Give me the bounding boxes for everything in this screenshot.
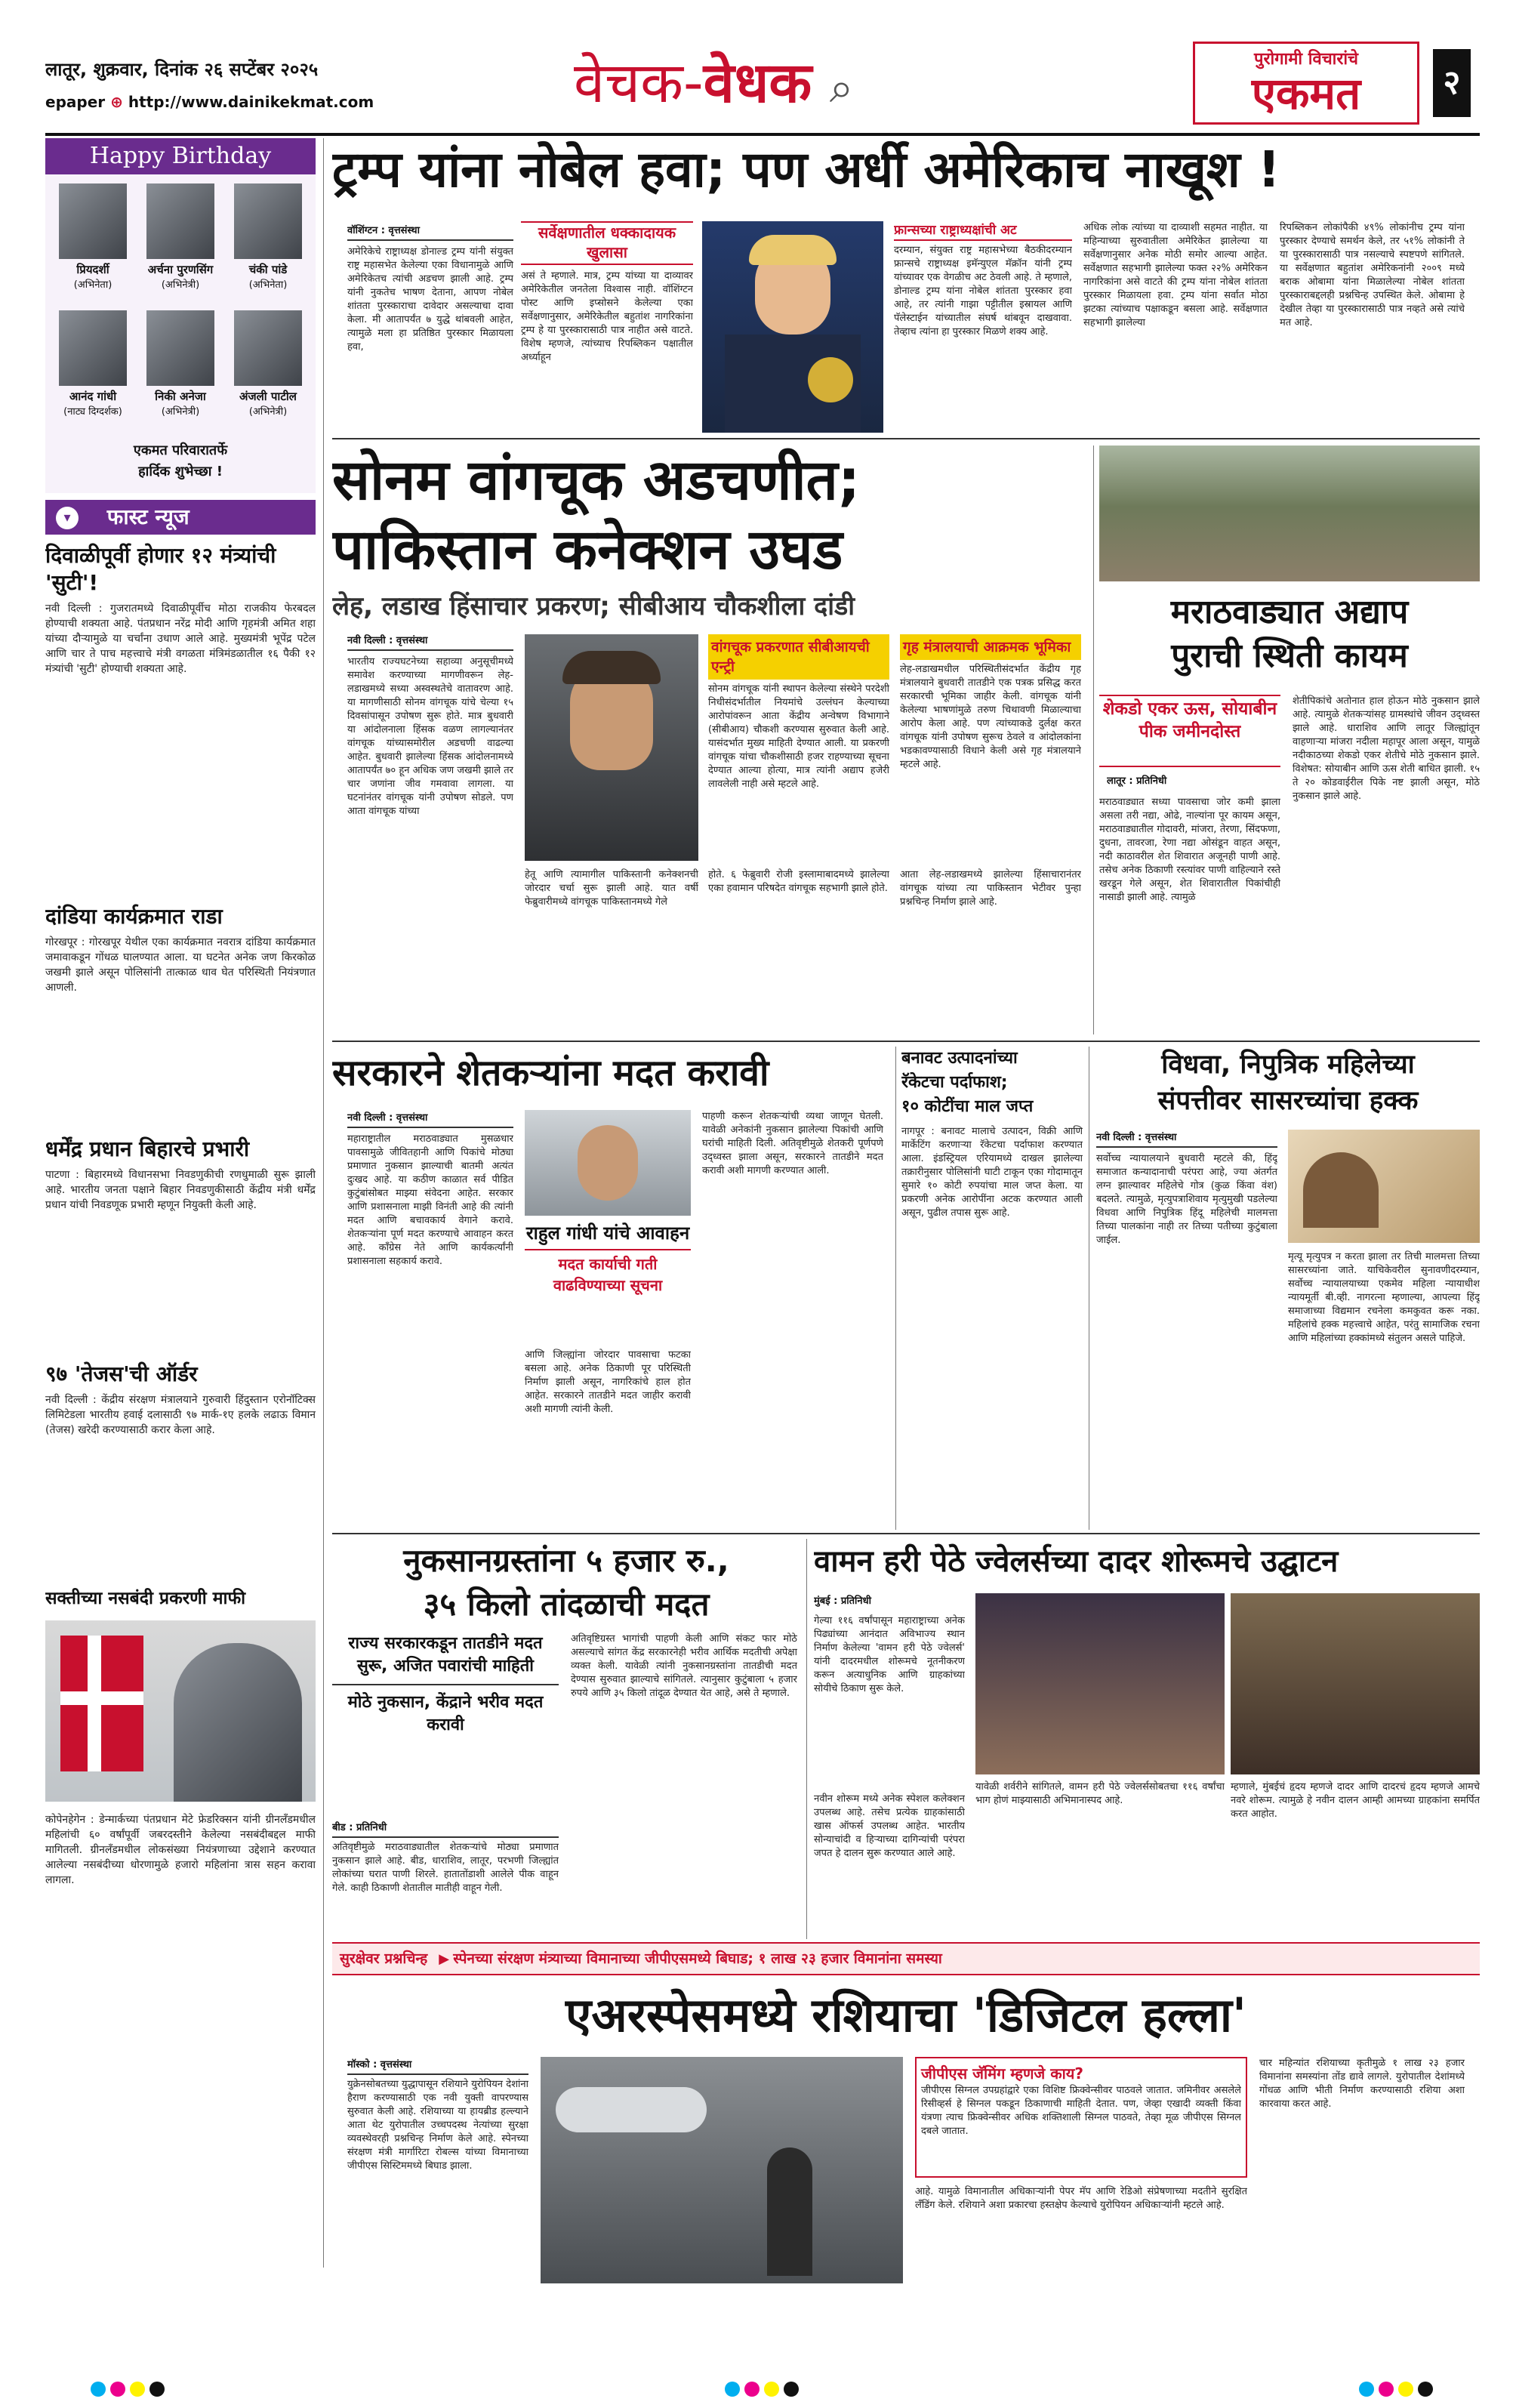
gps-box xyxy=(915,2057,1247,2178)
trump-box-title: फ्रान्सच्या राष्ट्राध्यक्षांची अट xyxy=(894,221,1072,241)
wangchuk-bottom3: आता लेह-लडाखमध्ये झालेल्या हिंसाचारानंतर वांगचूक यांच्या त्या पाकिस्तान भेटीवर पुन्हा प्रश्नचिन्ह निर्माण झाले आहे. xyxy=(900,869,1081,908)
ticker-label: सुरक्षेवर प्रश्नचिन्ह xyxy=(340,1950,428,1967)
divider xyxy=(332,1041,1480,1042)
news-item xyxy=(45,542,316,897)
birthday-person xyxy=(226,310,310,431)
section-title-part2: वेधक xyxy=(703,51,812,116)
widow-headline-1: विधवा, निपुत्रिक महिलेच्या xyxy=(1161,1050,1415,1080)
wangchuk-sub-a xyxy=(708,634,889,861)
person-role: (अभिनेता) xyxy=(73,279,112,291)
person-name: अर्चना पुरणसिंग xyxy=(147,263,214,276)
nobel-medal-icon xyxy=(808,357,853,402)
avatar xyxy=(59,183,127,259)
divider xyxy=(332,438,1480,439)
wamanhari-col1: गेल्या ११६ वर्षांपासून महाराष्ट्राच्या अनेक पिढ्यांच्या आनंदात अविभाज्य स्थान निर्माण केलेल्या 'वामन हरी पेठे ज्वेलर्स' यांनी दादरमधील शोरूमचे नूतनीकरण करून अत्याधुनिक आणि ग्राहकांच्या सोयीचे ठिकाण सुरू केले. xyxy=(814,1615,965,1694)
wangchuk-bottom1: हेतू आणि त्यामागील पाकिस्तानी कनेक्शनची जोरदार चर्चा सुरू झाली आहे. यात वर्षी फेब्रुवारीमध्ये वांगचूक पाकिस्तानमध्ये गेले xyxy=(525,869,698,908)
fast-news-title: फास्ट न्यूज xyxy=(106,504,190,529)
column-divider xyxy=(1093,446,1094,1034)
prime-minister-photo xyxy=(174,1643,302,1802)
wangchuk-bottom2: होते. ६ फेब्रुवारी रोजी इस्लामाबादमध्ये झालेल्या एका हवामान परिषदेत वांगचूक सहभागी झाले होते. xyxy=(708,869,889,894)
birthday-person xyxy=(226,183,310,304)
racket-story xyxy=(901,1047,1083,1530)
trump-col4: रिपब्लिकन लोकांपैकी ४९% लोकांनीच ट्रम्प यांना पुरस्कार देण्याचे समर्थन केले, तर ५१% लोकांनी ते या पुरस्कारासाठी पात्र नसल्याचे स्पष्टपणे सांगितले. या सर्वेक्षणात बहुतांश अमेरिकनांनी २००९ मध्ये बराक ओबामा यांना मिळालेल्या नोबेल शांतता पुरस्काराबद्दलही प्रश्नचिन्ह उपस्थित केले. ओबामा हे देखील तेव्हा या पुरस्कारासाठी पात्र नव्हते असे त्यांचे मत आहे. xyxy=(1280,222,1465,328)
news-item xyxy=(45,903,316,1130)
showroom-photo-2 xyxy=(1231,1593,1480,1774)
racket-headline-2: रॅकेटचा पर्दाफाश; xyxy=(901,1073,1008,1092)
farmers-col1: महाराष्ट्रातील मराठवाड्यात मुसळधार पावसामुळे जीवितहानी आणि पिकांचे मोठ्या प्रमाणात नुकसान झाल्याची बातमी अत्यंत दुःखद आहे. या कठीण काळात सर्व पीडित कुटुंबांसोबत माझ्या संवेदना आहेत. सरकार आणि प्रशासनाला माझी विनंती आहे की त्यांनी मदत आणि बचावकार्य वेगाने करावे. शेतकऱ्यांना पूर्ण मदत करण्याचे आवाहन करत आहे. काँग्रेस नेते आणि कार्यकर्त्यांनी प्रशासनाला सहकार्य करावे. xyxy=(347,1133,513,1267)
epaper-label: epaper xyxy=(45,93,106,111)
relief-col1: अतिवृष्टीमुळे मराठवाड्यातील शेतकऱ्यांचे मोठ्या प्रमाणात नुकसान झाले आहे. बीड, धाराशिव, लातूर, परभणी जिल्ह्यांत लोकांच्या घरात पाणी शिरले. हातातोंडाशी आलेले पीक वाहून गेले. काही ठिकाणी शेतातील मातीही वाहून गेली. xyxy=(332,1842,559,1894)
brand-tagline: पुरोगामी विचारांचे xyxy=(1253,50,1359,69)
column-divider xyxy=(806,1539,807,1939)
wangchuk-headline-1: सोनम वांगचूक अडचणीत; xyxy=(332,448,861,513)
wamanhari-caption1: यावेळी शर्वरीने सांगितले, वामन हरी पेठे ज्वेलर्ससोबतचा ११६ वर्षांचा भाग होणं माझ्यासाठी अभिमानास्पद आहे. xyxy=(975,1781,1225,1806)
masthead-divider xyxy=(45,133,1480,136)
relief-story xyxy=(332,1539,800,1939)
trump-col2: असं ते म्हणाले. मात्र, ट्रम्प यांच्या या दाव्यावर अमेरिकेतील जनतेला विश्वास नाही. वॉशिंग्टन पोस्ट आणि इप्सोसने केलेल्या एका सर्वेक्षणानुसार, अमेरिकेतील बहुतांश नागरिकांना ट्रम्प हे या पुरस्कारासाठी पात्र नाहीत असे वाटते. विशेष म्हणजे, त्यांच्याच रिपब्लिकन पक्षातील अर्ध्याहून xyxy=(521,270,693,363)
wangchuk-headline-2: पाकिस्तान कनेक्शन उघड xyxy=(332,517,843,582)
website-url[interactable]: http://www.dainikekmat.com xyxy=(128,93,374,111)
airspace-byline: मॉस्को : वृत्तसंस्था xyxy=(347,2057,528,2075)
flood-col1: मराठवाड्यात सध्या पावसाचा जोर कमी झाला असला तरी नद्या, ओढे, नाल्यांना पूर कायम असून, मराठवाड्यातील गोदावरी, मांजरा, तेरणा, सिंदफणा, दुधना, तावरजा, रेणा नद्या ओसंडून वाहत असून, नदी काठावरील शेत शिवारात अजूनही पाणी आहे. तसेच अनेक ठिकाणी रस्त्यांवर पाणी वाहिल्याने रस्ते खरडून गेले असून, शेत शिवारातील पिकांचीही नासाडी झाली आहे. त्यामुळे xyxy=(1099,797,1280,903)
news-item-body: नवी दिल्ली : केंद्रीय संरक्षण मंत्रालयाने गुरुवारी हिंदुस्तान एरोनॉटिक्स लिमिटेडला भारतीय हवाई दलासाठी ९७ मार्क-१ए हलके लढाऊ विमान (तेजस) खरेदी करण्यासाठी करार केला आहे. xyxy=(45,1394,316,1436)
fast-news-panel xyxy=(45,500,316,1580)
wangchuk-col1: भारतीय राज्यघटनेच्या सहाव्या अनुसूचीमध्ये समावेश करण्याच्या मागणीवरून लेह-लडाखमध्ये सध्या अस्वस्थतेचे वातावरण आहे. या मागणीसाठी सोनम वांगचूक यांचे चेल्या १५ दिवसांपासून उपोषण सुरू होते. मात्र बुधवारी या आंदोलनाला हिंसक वळण लागल्यानंतर वांगचूक यांच्यासमोरील अडचणी वाढल्या आहेत. बुधवारी झालेल्या हिंसक आंदोलनामध्ये आतापर्यंत ७० हून अधिक जण जखमी झाले तर चार जणांना जीव गमवावा लागला. या घटनांनंतर वांगचूक यांनी उपोषण सोडले. पण आता वांगचूक यांच्या xyxy=(347,656,513,817)
avatar xyxy=(146,310,214,386)
section-title: वेचक-वेधक ⌕ xyxy=(574,51,854,116)
person-role: (अभिनेत्री) xyxy=(161,406,200,418)
trump-photo xyxy=(702,221,883,433)
news-item-title: धर्मेंद्र प्रधान बिहारचे प्रभारी xyxy=(45,1136,250,1161)
news-item xyxy=(45,1136,316,1355)
section-title-part1: वेचक xyxy=(574,51,683,116)
news-item-body: पाटणा : बिहारमध्ये विधानसभा निवडणुकीची रणधुमाळी सुरू झाली आहे. भारतीय जनता पक्षाने बिहार निवडणुकीसाठी केंद्रीय मंत्री धर्मेंद्र प्रधान यांची निवडणूक प्रभारी म्हणून नियुक्ती केली आहे. xyxy=(45,1169,316,1211)
chevron-down-icon: ▾ xyxy=(56,507,79,529)
person-name: चंकी पांडे xyxy=(248,263,288,276)
airspace-col4: चार महिन्यांत रशियाच्या कृतीमुळे १ लाख २३ हजार विमानांना समस्यांना तोंड द्यावे लागले. युरोपातील देशांमध्ये गोंधळ आणि भीती निर्माण करण्यासाठी रशिया अशा कारवाया करत आहे. xyxy=(1259,2058,1465,2110)
birthday-panel xyxy=(45,138,316,493)
news-item xyxy=(45,1361,316,1549)
wangchuk-deck: लेह, लडाख हिंसाचार प्रकरण; सीबीआय चौकशीला दांडी xyxy=(332,591,855,621)
farmers-col2: आणि जिल्ह्यांना जोरदार पावसाचा फटका बसला आहे. अनेक ठिकाणी पूर परिस्थिती निर्माण झाली असून, नागरिकांचे हाल होत आहेत. सरकारने तातडीने मदत जाहीर करावी अशी मागणी त्यांनी केली. xyxy=(525,1349,691,1415)
person-role: (अभिनेत्री) xyxy=(161,279,200,291)
widow-story xyxy=(1096,1047,1480,1530)
person-figure xyxy=(767,2147,812,2276)
news-item-body: नवी दिल्ली : गुजरातमध्ये दिवाळीपूर्वीच मोठा राजकीय फेरबदल होण्याची शक्यता आहे. पंतप्रधान नरेंद्र मोदी आणि गृहमंत्री अमित शहा यांच्या दौऱ्यामुळे या चर्चांना उधाण आले आहे. मुख्यमंत्री भूपेंद्र पटेल आणि चार ते पाच महत्त्वाचे मंत्री वगळता मंत्रिमंडळातील १६ पैकी १२ मंत्र्यांची 'सुटी' होण्याची शक्यता आहे. xyxy=(45,603,316,675)
widow-headline-2: संपत्तीवर सासरच्यांचा हक्क xyxy=(1157,1086,1419,1116)
trump-box xyxy=(894,221,1072,433)
ticker xyxy=(332,1942,1480,1975)
brand-name: एकमत xyxy=(1251,68,1361,119)
person-name: आनंद गांधी xyxy=(69,390,117,403)
trump-subhead: सर्वेक्षणातील धक्कादायक खुलासा xyxy=(521,221,693,265)
farmers-headline: सरकारने शेतकऱ्यांना मदत करावी xyxy=(332,1052,769,1094)
court-building xyxy=(1303,1152,1379,1228)
ticker-text: स्पेनच्या संरक्षण मंत्र्याच्या विमानाच्या जीपीएसमध्ये बिघाड; १ लाख २३ हजार विमानांना समस्या xyxy=(453,1950,942,1967)
wamanhari-headline: वामन हरी पेठे ज्वेलर्सच्या दादर शोरूमचे उद्घाटन xyxy=(814,1544,1339,1579)
person-role: (अभिनेत्री) xyxy=(248,406,288,418)
globe-icon: ⊕ xyxy=(110,93,128,111)
court-photo xyxy=(1288,1130,1480,1243)
farmers-story xyxy=(332,1047,891,1530)
trump-byline: वॉशिंग्टन : वृत्तसंस्था xyxy=(347,223,513,241)
gps-box-body: जीपीएस सिग्नल उपग्रहांद्वारे एका विशिष्ट फ्रिक्वेन्सीवर पाठवले जातात. जमिनीवर असलेले रिसीव्हर्स हे सिग्नल पकडून ठिकाणाची माहिती देतात. पण, जेव्हा एखादी व्यक्ती किंवा यंत्रणा त्याच फ्रिक्वेन्सीवर अधिक शक्तिशाली सिग्नल पाठवते, तेव्हा मूळ जीपीएस सिग्नल दबले जातात. xyxy=(921,2085,1241,2137)
trump-box-body: दरम्यान, संयुक्त राष्ट्र महासभेच्या बैठकीदरम्यान फ्रान्सचे राष्ट्राध्यक्ष इमॅन्युएल मॅक्रॉन यांनी ट्रम्प यांच्यावर एक वेगळीच अट ठेवली आहे. ते म्हणाले, डोनाल्ड ट्रम्प यांना नोबेल शांतता पुरस्कार हवा आहे, तर त्यांनी गाझा पट्टीतील इस्रायल आणि पॅलेस्टाईन यांच्यातील संघर्ष थांबवून दाखवावा. तेव्हाच त्यांना हा पुरस्कार मिळणे शक्य आहे. xyxy=(894,245,1072,338)
relief-headline-2: ३५ किलो तांदळाची मदत xyxy=(423,1586,710,1623)
birthday-wish xyxy=(45,440,316,489)
person-name: अंजली पाटील xyxy=(239,390,297,403)
showroom-photo-1 xyxy=(975,1593,1225,1774)
trump-col3: अधिक लोक त्यांच्या या दाव्याशी सहमत नाहीत. या महिन्याच्या सुरुवातीला अमेरिकेत झालेल्या या सर्वेक्षणानुसार अनेक मोठी समोर आल्या आहेत. सर्वेक्षणात सहभागी झालेल्या फक्त २२% अमेरिकन नागरिकांना असे वाटते की ट्रम्प यांना नोबेल शांतता पुरस्कार मिळायला हवा. ट्रम्प यांना सर्वात मोठा झटका त्यांच्याच पक्षाकडून बसला आहे. सर्वेक्षणात सहभागी झालेल्या xyxy=(1083,222,1268,328)
rahul-sub-line: मदत कार्याची गती वाढविण्याच्या सूचना xyxy=(525,1249,691,1296)
relief-headline-1: नुकसानग्रस्तांना ५ हजार रु., xyxy=(403,1542,729,1579)
wish-line1: एकमत परिवारातर्फे xyxy=(133,442,228,458)
birthday-person xyxy=(139,183,222,304)
flood-story xyxy=(1099,446,1480,1034)
racket-headline-1: बनावट उत्पादनांच्या xyxy=(901,1049,1018,1068)
flood-byline: लातूर : प्रतिनिधी xyxy=(1107,775,1167,787)
farmers-col3: पाहणी करून शेतकऱ्यांची व्यथा जाणून घेतली. यावेळी अनेकांनी नुकसान झालेल्या पिकांची आणि घरांची माहिती दिली. अतिवृष्टीमुळे शेतकरी पूर्णपणे उद्ध्वस्त झाला असून, सरकारने तातडीने मदत करावी अशी मागणी करण्यात आली. xyxy=(702,1111,883,1176)
birthday-grid xyxy=(51,183,310,433)
flood-col2: शेतीपिकांचे अतोनात हाल होऊन मोठे नुकसान झाले आहे. त्यामुळे शेतकऱ्यांसह ग्रामस्थांचे जीवन उद्ध्वस्त झाले आहे. धाराशिव आणि लातूर जिल्ह्यांतून वाहणाऱ्या मांजरा नदीला महापूर आला असून, यामुळे नदीकाठच्या शेकडो एकर शेतीचे मोठे नुकसान झाले. विशेषत: सोयाबीन आणि ऊस शेती बाधित झाली. १५ ते २० कोडवाईरील पिके नष्ट झाली असून, मोठे नुकसान झाले आहे. xyxy=(1293,695,1480,802)
fast-news-heading xyxy=(45,500,316,535)
avatar xyxy=(146,183,214,259)
farmers-byline: नवी दिल्ली : वृत्तसंस्था xyxy=(347,1110,513,1128)
relief-byline: बीड : प्रतिनिधी xyxy=(332,1820,559,1838)
birthday-person xyxy=(139,310,222,431)
wangchuk-sub-a-title: वांगचूक प्रकरणात सीबीआयची एन्ट्री xyxy=(708,634,889,680)
rahul-face xyxy=(578,1125,638,1201)
airspace-col1: युक्रेनसोबतच्या युद्धापासून रशियाने युरोपियन देशांना हैराण करण्यासाठी एक नवी युक्ती वापरण्यास सुरुवात केली आहे. रशियाच्या या हायब्रीड हल्ल्याने आता थेट युरोपातील उच्चपदस्थ नेत्यांच्या सुरक्षा व्यवस्थेवरही प्रश्नचिन्ह निर्माण केले आहे. स्पेनच्या संरक्षण मंत्री मार्गारिटा रोबल्स यांच्या विमानाच्या जीपीएस सिस्टिममध्ये बिघाड झाला. xyxy=(347,2079,528,2172)
trump-story xyxy=(332,140,1480,434)
flood-headline-1: मराठवाड्यात अद्याप xyxy=(1170,593,1409,631)
wangchuk-sub-b-body: लेह-लडाखमधील परिस्थितीसंदर्भात केंद्रीय गृह मंत्रालयाने बुधवारी तातडीने एक पत्रक प्रसिद्ध करत सरकारची भूमिका जाहीर केली. वांगचूक यांनी केलेल्या भाषणांमुळे तरुण चिथावणी मिळाल्याचा आरोप केला आहे. पण त्यांच्याकडे दुर्लक्ष करत वांगचूक यांनी उपोषण सुरूच ठेवले व आंदोलकांना भडकावण्यासाठी विधाने केली असे गृह मंत्रालयाने म्हटले आहे. xyxy=(900,664,1081,770)
birthday-person xyxy=(51,183,134,304)
birthday-person xyxy=(51,310,134,431)
birthday-heading: Happy Birthday xyxy=(45,138,316,174)
play-icon: ▶ xyxy=(439,1951,450,1967)
flood-photo xyxy=(1099,446,1480,581)
plane-shape xyxy=(556,2087,707,2132)
flood-headline-2: पुराची स्थिती कायम xyxy=(1171,637,1408,675)
wangchuk-sub-b-title: गृह मंत्रालयाची आक्रमक भूमिका xyxy=(900,634,1081,660)
avatar xyxy=(234,310,302,386)
person-role: (अभिनेता) xyxy=(248,279,288,291)
registration-marks xyxy=(45,2379,1480,2401)
news-item-body: गोरखपूर : गोरखपूर येथील एका कार्यक्रमात नवरात्र दांडिया कार्यक्रमात जमावाकडून गोंधळ घालण्यात आला. या घटनेत अनेक जण किरकोळ जखमी झाले असून पोलिसांनी तात्काळ धाव घेत परिस्थिती नियंत्रणात आणली. xyxy=(45,936,316,994)
racket-headline-3: १० कोटींचा माल जप्त xyxy=(901,1097,1034,1116)
wamanhari-story xyxy=(814,1539,1480,1939)
wangchuk-story xyxy=(332,446,1087,1034)
wangchuk-cap xyxy=(562,651,661,684)
magnifier-icon: ⌕ xyxy=(829,63,854,113)
brand-logo xyxy=(1193,42,1419,125)
relief-col2: अतिवृष्टिग्रस्त भागांची पाहणी केली आणि संकट फार मोठे असल्याचे सांगत केंद्र सरकारनेही भरीव आर्थिक मदतीची अपेक्षा व्यक्त केली. यावेळी त्यांनी नुकसानग्रस्तांना तातडीची मदत देण्यास सुरुवात झाल्याचे सांगितले. त्यानुसार कुटुंबाला ५ हजार रुपये आणि ३५ किलो तांदूळ देण्यात येत आहे, असे ते म्हणाले. xyxy=(571,1633,797,1699)
wish-line2: हार्दिक शुभेच्छा ! xyxy=(138,464,223,479)
widow-body2: मृत्यू मृत्युपत्र न करता झाला तर तिची मालमत्ता तिच्या सासरच्यांना जाते. याचिकेवरील सुनावणीदरम्यान, सर्वोच्च न्यायालयाच्या एकमेव महिला न्यायाधीश न्यायमूर्ती बी.व्ही. नागरत्ना म्हणाल्या, आपल्या हिंदू समाजाच्या विद्यमान रचनेला कमकुवत करू नका. महिलांचे हक्क महत्त्वाचे आहेत, परंतु सामाजिक रचना आणि महिलांच्या हक्कांमध्ये संतुलन असले पाहिजे. xyxy=(1288,1251,1480,1344)
apology-title: सक्तीच्या नसबंदी प्रकरणी माफी xyxy=(45,1589,246,1608)
rahul-sub xyxy=(525,1222,691,1343)
gps-box-title: जीपीएस जॅमिंग म्हणजे काय? xyxy=(921,2064,1083,2083)
sidebar-divider xyxy=(323,138,324,2268)
relief-sub2: मोठे नुकसान, केंद्राने भरीव मदत करावी xyxy=(332,1684,559,1737)
denmark-flag-photo xyxy=(45,1620,316,1802)
dateline: लातूर, शुक्रवार, दिनांक २६ सप्टेंबर २०२५ xyxy=(45,59,319,80)
wamanhari-col2: नवीन शोरूम मध्ये अनेक स्पेशल कलेक्शन उपलब्ध आहे. तसेच प्रत्येक ग्राहकांसाठी खास ऑफर्स उपलब्ध आहेत. भारतीय सोन्याचांदी व हिऱ्याच्या दागिन्यांची परंपरा जपत हे दालन सुरू करण्यात आले आहे. xyxy=(814,1793,965,1859)
trump-col1: अमेरिकेचे राष्ट्राध्यक्ष डोनाल्ड ट्रम्प यांनी संयुक्त राष्ट्र महासभेत केलेल्या एका विधानामुळे आणि अमेरिकेतच त्यांची अडचण झाली आहे. ट्रम्प यांनी नुकतेच भाषण देताना, आपण नोबेल शांतता पुरस्काराचा दावेदार असल्याचा दावा केला. मी आतापर्यंत ७ युद्धे थांबवली आहेत, त्यामुळे मला हा प्रतिष्ठित पुरस्कार मिळायला हवा, xyxy=(347,246,513,353)
avatar xyxy=(59,310,127,386)
apology-story xyxy=(45,1586,316,2265)
masthead xyxy=(45,42,1480,132)
widow-byline: नवी दिल्ली : वृत्तसंस्था xyxy=(1096,1130,1277,1148)
trump-hair xyxy=(749,235,837,265)
relief-sub1: राज्य सरकारकडून तातडीने मदत सुरू, अजित पवारांची माहिती xyxy=(348,1634,543,1676)
wangchuk-byline: नवी दिल्ली : वृत्तसंस्था xyxy=(347,633,513,651)
person-role: (नाट्य दिग्दर्शक) xyxy=(63,406,122,418)
racket-body: नागपूर : बनावट मालाचे उत्पादन, विक्री आणि मार्केटिंग करणाऱ्या रॅकेटचा पर्दाफाश करण्यात आला. इंडस्ट्रियल एरियामध्ये दाखल झालेल्या तक्रारीनुसार पोलिसांनी घाटी टाकून एका गोदामातून सुमारे १० कोटी रुपयांचा माल जप्त केला. या प्रकरणी अनेक आरोपींना अटक करण्यात आली असून, पुढील तपास सुरू आहे. xyxy=(901,1126,1083,1219)
person-name: प्रियदर्शी xyxy=(76,263,109,276)
person-name: निकी अनेजा xyxy=(155,390,206,403)
wamanhari-caption2: म्हणाले, मुंबईचं हृदय म्हणजे दादर आणि दादरचं हृदय म्हणजे आमचे नवरे शोरूम. त्यामुळे हे नवीन दालन आम्ही आमच्या ग्राहकांना समर्पित करत आहोत. xyxy=(1231,1781,1480,1820)
apology-body: कोपेनहेगेन : डेन्मार्कच्या पंतप्रधान मेटे फ्रेडरिक्सन यांनी ग्रीनलँडमधील महिलांची ६० वर्षांपूर्वी जबरदस्तीने केलेल्या नसबंदीबद्दल माफी मागितली. ग्रीनलँडमधील लोकसंख्या नियंत्रणाच्या उद्देशाने करण्यात आलेल्या नसबंदीच्या धोरणामुळे हजारो महिलांना त्रास सहन करावा लागला. xyxy=(45,1814,316,1886)
flag xyxy=(60,1636,143,1771)
news-item-title: ९७ 'तेजस'ची ऑर्डर xyxy=(45,1361,198,1386)
airspace-story xyxy=(332,1981,1480,2299)
wangchuk-photo xyxy=(525,634,698,861)
rahul-sub-title: राहुल गांधी यांचे आवाहन xyxy=(525,1222,690,1244)
airspace-photo xyxy=(541,2057,903,2283)
wangchuk-sub-a-body: सोनम वांगचूक यांनी स्थापन केलेल्या संस्थेने परदेशी निधीसंदर्भातील नियमांचे उल्लंघन केल्याच्या आरोपांवरून आता केंद्रीय अन्वेषण विभागाने (सीबीआय) चौकशी करण्यास सुरुवात केली आहे. यासंदर्भात मुख्य माहिती देण्यात आली. या प्रकरणी वांगचूक यांचा चौकशीसाठी हजर राहण्याच्या सूचना देण्यात आल्या होत्या, मात्र त्यांनी अद्याप हजेरी लावलेली नाही असे म्हटले आहे. xyxy=(708,683,889,790)
news-item-title: दिवाळीपूर्वी होणार १२ मंत्र्यांची 'सुटी'! xyxy=(45,543,276,595)
column-divider xyxy=(895,1047,896,1530)
news-item-title: दांडिया कार्यक्रमात राडा xyxy=(45,904,223,929)
airspace-headline: एअरस्पेसमध्ये रशियाचा 'डिजिटल हल्ला' xyxy=(565,1987,1246,2043)
trump-headline: ट्रम्प यांना नोबेल हवा; पण अर्धी अमेरिकाच नाखूश ! xyxy=(332,140,1280,199)
avatar xyxy=(234,183,302,259)
wamanhari-byline: मुंबई : प्रतिनिधी xyxy=(814,1596,871,1607)
divider xyxy=(332,1533,1480,1534)
page-number: २ xyxy=(1433,49,1471,117)
epaper-line[interactable] xyxy=(45,93,574,119)
airspace-col3: आहे. यामुळे विमानातील अधिकाऱ्यांनी पेपर मॅप आणि रेडिओ संप्रेषणाच्या मदतीने सुरक्षित लँडिंग केले. रशियाने अशा प्रकारचा हस्तक्षेप केल्याचे युरोपियन अधिकाऱ्यांनी म्हटले आहे. xyxy=(915,2186,1247,2211)
flood-sub: शेकडो एकर ऊस, सोयाबीन पीक जमीनदोस्त xyxy=(1099,695,1280,767)
wangchuk-sub-b xyxy=(900,634,1081,861)
rahul-photo xyxy=(525,1110,691,1216)
relief-sub-box xyxy=(332,1633,559,1814)
widow-body1: सर्वोच्च न्यायालयाने बुधवारी म्हटले की, हिंदू समाजात कन्यादानाची परंपरा आहे, ज्या अंतर्गत लग्न झाल्यावर महिलेचे गोत्र (कुळ किंवा वंश) बदलते. त्यामुळे, मृत्युपत्राशिवाय मृत्युमुखी पडलेल्या विधवा आणि निपुत्रिक हिंदू महिलेची मालमत्ता तिच्या पालकांना नाही तर तिच्या पतीच्या कुटुंबाला जाईल. xyxy=(1096,1153,1277,1246)
